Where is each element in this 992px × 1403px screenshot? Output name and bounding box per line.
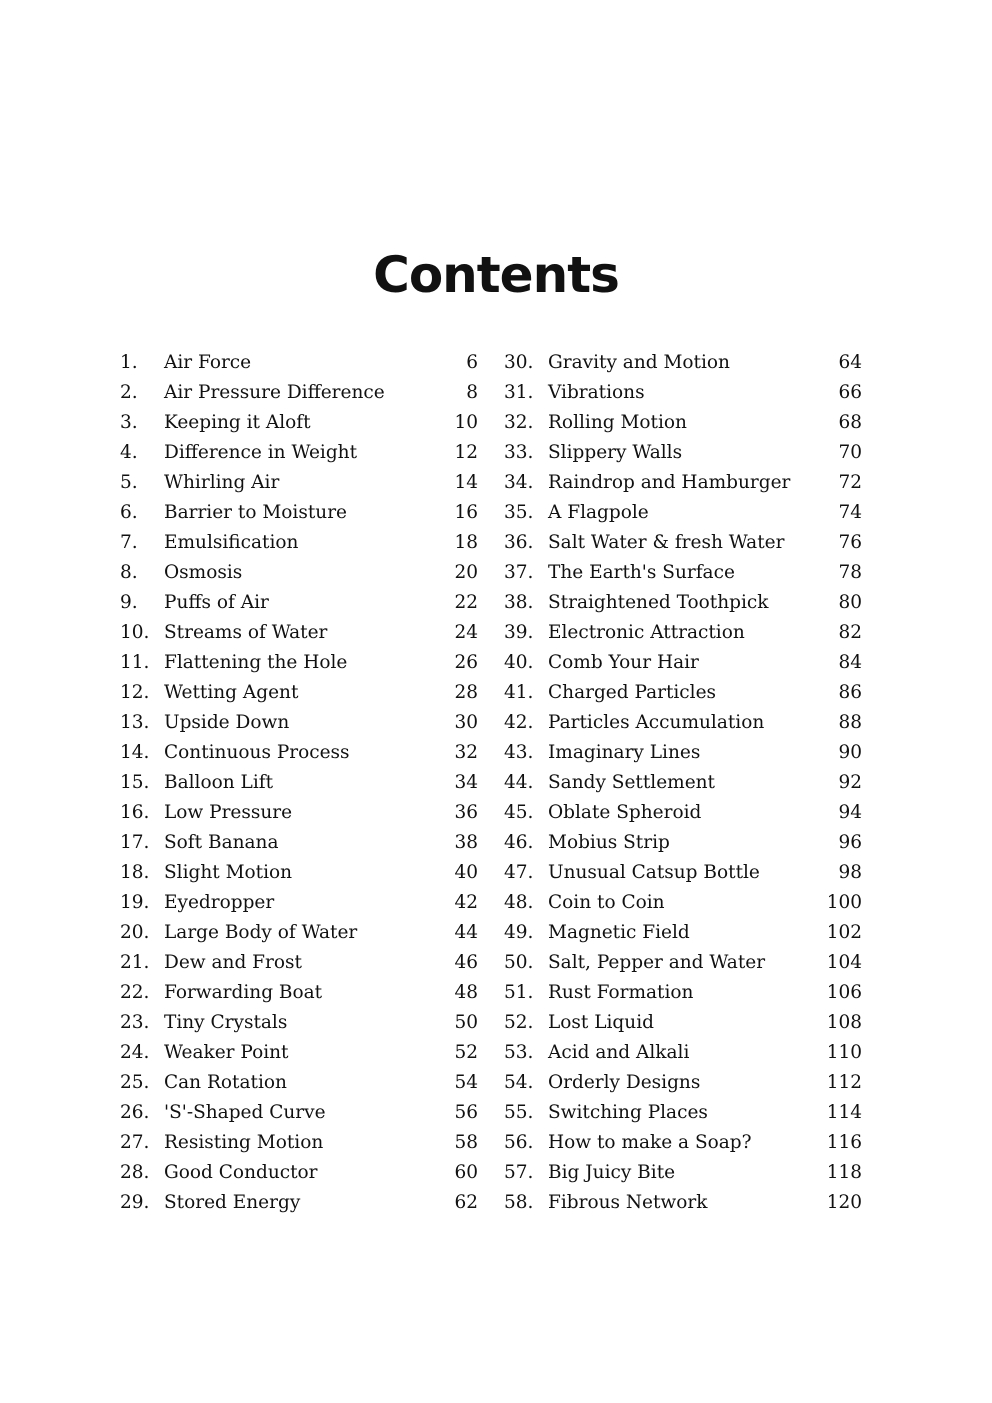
entry-number: 11.	[120, 652, 150, 673]
entry-title: Balloon Lift	[164, 772, 274, 793]
entry-page: 42	[454, 892, 478, 913]
entry-title: Fibrous Network	[548, 1192, 708, 1213]
entry-number: 8.	[120, 562, 138, 583]
toc-entry	[120, 1038, 478, 1068]
toc-entry	[120, 1128, 478, 1158]
entry-title: The Earth's Surface	[548, 562, 735, 583]
entry-title: Electronic Attraction	[548, 622, 745, 643]
entry-page: 116	[826, 1132, 862, 1153]
entry-title: Emulsification	[164, 532, 299, 553]
entry-page: 56	[454, 1102, 478, 1123]
entry-page: 118	[826, 1162, 862, 1183]
entry-page: 114	[826, 1102, 862, 1123]
entry-page: 16	[454, 502, 478, 523]
entry-title: Stored Energy	[164, 1192, 301, 1213]
toc-entry	[120, 768, 478, 798]
entry-title: Slight Motion	[164, 862, 293, 883]
toc-entry	[120, 618, 478, 648]
entry-title: Charged Particles	[548, 682, 717, 703]
entry-number: 44.	[504, 772, 534, 793]
toc-entry	[504, 1188, 862, 1218]
entry-number: 36.	[504, 532, 534, 553]
entry-title: How to make a Soap?	[548, 1132, 752, 1153]
toc-entry	[120, 798, 478, 828]
entry-number: 18.	[120, 862, 150, 883]
toc-entry	[504, 978, 862, 1008]
entry-page: 88	[838, 712, 862, 733]
entry-title: Oblate Spheroid	[548, 802, 702, 823]
entry-number: 45.	[504, 802, 534, 823]
entry-page: 24	[454, 622, 478, 643]
entry-title: Straightened Toothpick	[548, 592, 769, 613]
entry-page: 70	[838, 442, 862, 463]
entry-title: Weaker Point	[164, 1042, 289, 1063]
entry-page: 10	[454, 412, 478, 433]
entry-title: Osmosis	[164, 562, 243, 583]
toc-entry	[504, 678, 862, 708]
entry-number: 34.	[504, 472, 534, 493]
toc-entry	[120, 828, 478, 858]
entry-title: Mobius Strip	[548, 832, 670, 853]
entry-number: 21.	[120, 952, 150, 973]
entry-number: 7.	[120, 532, 138, 553]
entry-page: 20	[454, 562, 478, 583]
toc-entry	[120, 378, 478, 408]
entry-number: 23.	[120, 1012, 150, 1033]
entry-title: Orderly Designs	[548, 1072, 701, 1093]
entry-page: 112	[826, 1072, 862, 1093]
entry-title: Whirling Air	[164, 472, 280, 493]
entry-title: Barrier to Moisture	[164, 502, 347, 523]
entry-page: 74	[838, 502, 862, 523]
entry-number: 30.	[504, 352, 534, 373]
entry-number: 56.	[504, 1132, 534, 1153]
toc-entry	[504, 1008, 862, 1038]
toc-entry	[120, 858, 478, 888]
toc-entry	[120, 348, 478, 378]
entry-number: 58.	[504, 1192, 534, 1213]
entry-page: 94	[838, 802, 862, 823]
toc-entry	[504, 708, 862, 738]
entry-number: 39.	[504, 622, 534, 643]
toc-entry	[120, 648, 478, 678]
toc-entry	[120, 738, 478, 768]
entry-title: Streams of Water	[164, 622, 328, 643]
entry-number: 47.	[504, 862, 534, 883]
toc-entry	[120, 978, 478, 1008]
entry-title: Upside Down	[164, 712, 290, 733]
entry-number: 4.	[120, 442, 138, 463]
toc-entry	[120, 948, 478, 978]
entry-page: 32	[454, 742, 478, 763]
toc-entry	[120, 468, 478, 498]
entry-number: 3.	[120, 412, 138, 433]
entry-title: Difference in Weight	[164, 442, 358, 463]
entry-page: 58	[454, 1132, 478, 1153]
entry-number: 43.	[504, 742, 534, 763]
toc-entry	[504, 918, 862, 948]
entry-number: 51.	[504, 982, 534, 1003]
entry-title: Resisting Motion	[164, 1132, 324, 1153]
toc-entry	[120, 1068, 478, 1098]
entry-number: 1.	[120, 352, 138, 373]
entry-page: 92	[838, 772, 862, 793]
entry-number: 22.	[120, 982, 150, 1003]
entry-number: 17.	[120, 832, 150, 853]
entry-number: 52.	[504, 1012, 534, 1033]
entry-page: 62	[454, 1192, 478, 1213]
entry-number: 31.	[504, 382, 534, 403]
toc-entry	[120, 528, 478, 558]
toc-entry	[504, 888, 862, 918]
entry-number: 20.	[120, 922, 150, 943]
entry-page: 90	[838, 742, 862, 763]
page-title: Contents	[373, 246, 619, 304]
entry-title: Comb Your Hair	[548, 652, 699, 673]
entry-title: Rolling Motion	[548, 412, 687, 433]
entry-title: Unusual Catsup Bottle	[548, 862, 760, 883]
entry-number: 38.	[504, 592, 534, 613]
entry-page: 120	[826, 1192, 862, 1213]
entry-title: Particles Accumulation	[548, 712, 765, 733]
entry-title: Air Pressure Difference	[164, 382, 385, 403]
entry-page: 96	[838, 832, 862, 853]
entry-title: Forwarding Boat	[164, 982, 323, 1003]
entry-number: 12.	[120, 682, 150, 703]
entry-number: 35.	[504, 502, 534, 523]
entry-page: 64	[838, 352, 862, 373]
entry-title: 'S'-Shaped Curve	[164, 1102, 326, 1123]
toc-entry	[504, 648, 862, 678]
entry-title: Puffs of Air	[164, 592, 269, 613]
entry-page: 36	[454, 802, 478, 823]
entry-page: 50	[454, 1012, 478, 1033]
entry-title: Air Force	[164, 352, 252, 373]
entry-page: 102	[826, 922, 862, 943]
entry-page: 12	[454, 442, 478, 463]
entry-page: 76	[838, 532, 862, 553]
entry-title: Lost Liquid	[548, 1012, 654, 1033]
toc-entry	[120, 678, 478, 708]
toc-entry	[120, 1008, 478, 1038]
toc-entry	[504, 858, 862, 888]
toc-entry	[120, 1158, 478, 1188]
entry-title: Slippery Walls	[548, 442, 683, 463]
entry-page: 40	[454, 862, 478, 883]
entry-number: 28.	[120, 1162, 150, 1183]
entry-number: 15.	[120, 772, 150, 793]
entry-page: 34	[454, 772, 478, 793]
toc-entry	[120, 708, 478, 738]
entry-page: 106	[826, 982, 862, 1003]
entry-number: 9.	[120, 592, 138, 613]
toc-entry	[120, 408, 478, 438]
entry-title: Vibrations	[548, 382, 645, 403]
entry-title: Coin to Coin	[548, 892, 665, 913]
entry-title: Keeping it Aloft	[164, 412, 311, 433]
entry-title: Can Rotation	[164, 1072, 287, 1093]
entry-page: 80	[838, 592, 862, 613]
entry-title: Large Body of Water	[164, 922, 358, 943]
entry-page: 8	[466, 382, 478, 403]
entry-title: Salt Water & fresh Water	[548, 532, 785, 553]
entry-page: 38	[454, 832, 478, 853]
entry-title: Dew and Frost	[164, 952, 302, 973]
toc-entry	[504, 348, 862, 378]
toc-entry	[504, 588, 862, 618]
entry-page: 82	[838, 622, 862, 643]
toc-entry	[504, 1098, 862, 1128]
entry-title: Soft Banana	[164, 832, 279, 853]
entry-number: 48.	[504, 892, 534, 913]
entry-title: Sandy Settlement	[548, 772, 715, 793]
toc-entry	[120, 588, 478, 618]
entry-number: 19.	[120, 892, 150, 913]
entry-number: 46.	[504, 832, 534, 853]
entry-title: Rust Formation	[548, 982, 694, 1003]
entry-number: 50.	[504, 952, 534, 973]
toc-entry	[120, 918, 478, 948]
toc-entry	[504, 468, 862, 498]
entry-title: Good Conductor	[164, 1162, 318, 1183]
entry-title: Acid and Alkali	[548, 1042, 690, 1063]
toc-entry	[504, 1068, 862, 1098]
entry-number: 42.	[504, 712, 534, 733]
entry-number: 29.	[120, 1192, 150, 1213]
entry-title: Raindrop and Hamburger	[548, 472, 791, 493]
entry-page: 26	[454, 652, 478, 673]
entry-title: Low Pressure	[164, 802, 293, 823]
toc-entry	[504, 558, 862, 588]
entry-title: Switching Places	[548, 1102, 708, 1123]
entry-number: 49.	[504, 922, 534, 943]
entry-title: Gravity and Motion	[548, 352, 730, 373]
toc-entry	[120, 1098, 478, 1128]
entry-title: Tiny Crystals	[164, 1012, 288, 1033]
entry-page: 84	[838, 652, 862, 673]
toc-entry	[120, 1188, 478, 1218]
entry-number: 32.	[504, 412, 534, 433]
entry-page: 86	[838, 682, 862, 703]
entry-title: Magnetic Field	[548, 922, 690, 943]
toc-entry	[504, 1158, 862, 1188]
toc-entry	[504, 738, 862, 768]
toc-entry	[504, 948, 862, 978]
toc-entry	[504, 408, 862, 438]
toc-entry	[504, 798, 862, 828]
entry-number: 26.	[120, 1102, 150, 1123]
entry-page: 108	[826, 1012, 862, 1033]
entry-page: 22	[454, 592, 478, 613]
entry-title: Continuous Process	[164, 742, 350, 763]
entry-title: Flattening the Hole	[164, 652, 348, 673]
entry-page: 46	[454, 952, 478, 973]
toc-entry	[504, 1128, 862, 1158]
toc-entry	[504, 498, 862, 528]
entry-number: 25.	[120, 1072, 150, 1093]
toc-entry	[504, 528, 862, 558]
entry-page: 78	[838, 562, 862, 583]
entry-number: 14.	[120, 742, 150, 763]
entry-title: Big Juicy Bite	[548, 1162, 676, 1183]
entry-number: 10.	[120, 622, 150, 643]
entry-number: 37.	[504, 562, 534, 583]
entry-title: Salt, Pepper and Water	[548, 952, 766, 973]
entry-number: 2.	[120, 382, 138, 403]
toc-entry	[504, 618, 862, 648]
entry-page: 14	[454, 472, 478, 493]
toc-entry	[504, 828, 862, 858]
entry-page: 100	[826, 892, 862, 913]
entry-page: 52	[454, 1042, 478, 1063]
toc-column-right	[504, 348, 862, 1218]
toc-entry	[120, 438, 478, 468]
entry-page: 44	[454, 922, 478, 943]
toc-entry	[504, 768, 862, 798]
entry-page: 54	[454, 1072, 478, 1093]
entry-page: 30	[454, 712, 478, 733]
entry-number: 6.	[120, 502, 138, 523]
entry-page: 28	[454, 682, 478, 703]
entry-page: 6	[466, 352, 478, 373]
toc-entry	[120, 498, 478, 528]
toc-entry	[504, 438, 862, 468]
entry-number: 24.	[120, 1042, 150, 1063]
entry-number: 5.	[120, 472, 138, 493]
entry-number: 53.	[504, 1042, 534, 1063]
entry-page: 98	[838, 862, 862, 883]
toc-entry	[504, 1038, 862, 1068]
entry-title: Eyedropper	[164, 892, 275, 913]
toc-entry	[504, 378, 862, 408]
entry-title: Imaginary Lines	[548, 742, 701, 763]
entry-page: 110	[826, 1042, 862, 1063]
entry-title: Wetting Agent	[164, 682, 299, 703]
entry-number: 54.	[504, 1072, 534, 1093]
toc-column-left	[120, 348, 478, 1218]
entry-page: 18	[454, 532, 478, 553]
entry-number: 41.	[504, 682, 534, 703]
entry-page: 48	[454, 982, 478, 1003]
entry-page: 104	[826, 952, 862, 973]
entry-number: 13.	[120, 712, 150, 733]
entry-number: 40.	[504, 652, 534, 673]
entry-page: 66	[838, 382, 862, 403]
entry-number: 55.	[504, 1102, 534, 1123]
entry-number: 57.	[504, 1162, 534, 1183]
entry-number: 16.	[120, 802, 150, 823]
toc-entry	[120, 888, 478, 918]
toc-entry	[120, 558, 478, 588]
entry-number: 27.	[120, 1132, 150, 1153]
entry-page: 68	[838, 412, 862, 433]
entry-page: 60	[454, 1162, 478, 1183]
entry-title: A Flagpole	[548, 502, 649, 523]
entry-page: 72	[838, 472, 862, 493]
entry-number: 33.	[504, 442, 534, 463]
